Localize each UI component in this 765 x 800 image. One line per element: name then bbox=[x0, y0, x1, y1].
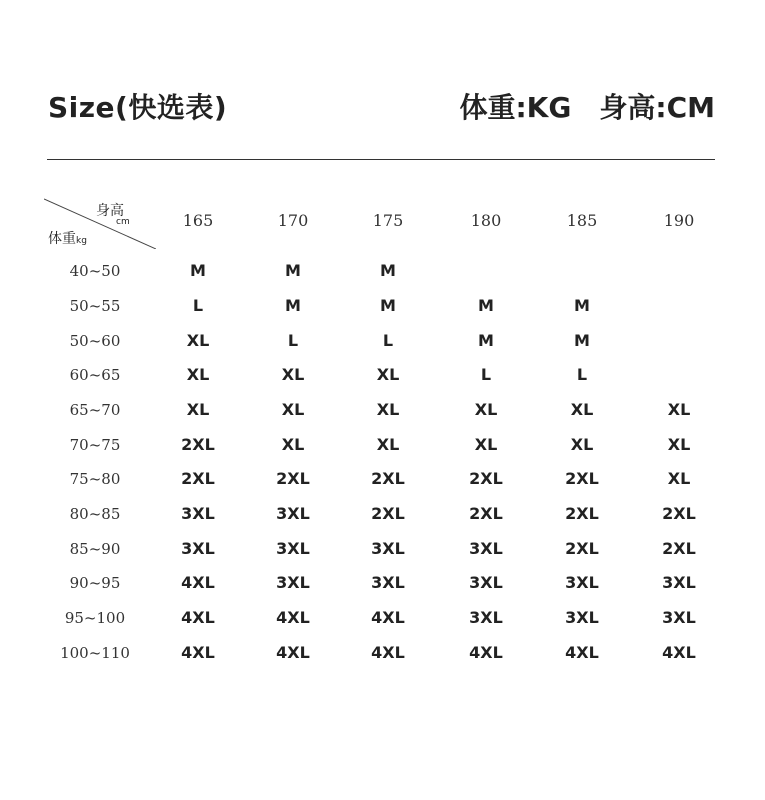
size-cell: 3XL bbox=[565, 608, 599, 627]
weight-row-header: 60~65 bbox=[69, 366, 121, 384]
size-cell: 4XL bbox=[469, 643, 503, 662]
size-cell: M bbox=[478, 331, 494, 350]
size-cell: 2XL bbox=[662, 539, 696, 558]
size-cell: 2XL bbox=[276, 469, 310, 488]
size-cell: 2XL bbox=[181, 435, 215, 454]
weight-row-header: 75~80 bbox=[69, 470, 121, 488]
size-cell: 2XL bbox=[565, 539, 599, 558]
height-column-header: 180 bbox=[470, 211, 502, 230]
size-cell: 3XL bbox=[469, 539, 503, 558]
size-cell: XL bbox=[281, 365, 305, 384]
corner-weight-label: 体重 bbox=[48, 231, 76, 247]
size-cell: XL bbox=[474, 400, 498, 419]
height-column-header: 175 bbox=[372, 211, 404, 230]
size-cell: 4XL bbox=[276, 643, 310, 662]
size-cell: 4XL bbox=[276, 608, 310, 627]
size-cell: XL bbox=[667, 400, 691, 419]
weight-row-header: 70~75 bbox=[69, 436, 121, 454]
size-cell: XL bbox=[474, 435, 498, 454]
weight-row-header: 85~90 bbox=[69, 540, 121, 558]
size-cell: M bbox=[478, 296, 494, 315]
weight-unit-label: 体重:KG bbox=[459, 91, 572, 124]
size-cell: 2XL bbox=[565, 469, 599, 488]
size-cell: XL bbox=[570, 400, 594, 419]
weight-row-header: 90~95 bbox=[69, 574, 121, 592]
size-cell: 4XL bbox=[371, 608, 405, 627]
size-cell: M bbox=[190, 261, 206, 280]
size-cell: XL bbox=[186, 400, 210, 419]
size-cell: 3XL bbox=[181, 539, 215, 558]
size-cell: 4XL bbox=[565, 643, 599, 662]
size-cell: L bbox=[480, 365, 492, 384]
weight-row-header: 50~55 bbox=[69, 297, 121, 315]
size-cell: 3XL bbox=[371, 539, 405, 558]
unit-legend bbox=[459, 86, 715, 126]
size-cell: XL bbox=[186, 365, 210, 384]
size-cell: XL bbox=[281, 435, 305, 454]
corner-height-label: 身高 bbox=[96, 203, 124, 219]
height-column-header: 190 bbox=[663, 211, 695, 230]
size-cell: M bbox=[574, 331, 590, 350]
size-cell: 4XL bbox=[371, 643, 405, 662]
size-cell: M bbox=[574, 296, 590, 315]
divider bbox=[47, 159, 715, 160]
size-cell: 4XL bbox=[662, 643, 696, 662]
weight-row-header: 80~85 bbox=[69, 505, 121, 523]
size-cell: 3XL bbox=[469, 573, 503, 592]
size-cell: 4XL bbox=[181, 608, 215, 627]
corner-weight-unit: kg bbox=[76, 236, 87, 246]
size-cell: L bbox=[287, 331, 299, 350]
weight-row-header: 100~110 bbox=[60, 644, 130, 662]
size-cell: XL bbox=[376, 400, 400, 419]
size-cell: XL bbox=[667, 469, 691, 488]
size-cell: M bbox=[380, 261, 396, 280]
size-cell: XL bbox=[376, 435, 400, 454]
size-cell: L bbox=[576, 365, 588, 384]
size-cell: XL bbox=[186, 331, 210, 350]
weight-row-header: 40~50 bbox=[69, 262, 121, 280]
size-cell: 3XL bbox=[276, 504, 310, 523]
size-cell: M bbox=[380, 296, 396, 315]
size-cell: 4XL bbox=[181, 643, 215, 662]
size-cell: 4XL bbox=[181, 573, 215, 592]
size-cell: XL bbox=[570, 435, 594, 454]
height-unit-label: 身高:CM bbox=[599, 91, 715, 124]
size-cell: 2XL bbox=[662, 504, 696, 523]
size-cell: 2XL bbox=[371, 469, 405, 488]
height-column-header: 170 bbox=[277, 211, 309, 230]
size-cell: 2XL bbox=[371, 504, 405, 523]
size-cell: XL bbox=[376, 365, 400, 384]
size-cell: M bbox=[285, 296, 301, 315]
size-cell: 3XL bbox=[276, 573, 310, 592]
weight-row-header: 95~100 bbox=[64, 609, 126, 627]
size-cell: XL bbox=[667, 435, 691, 454]
size-cell: XL bbox=[281, 400, 305, 419]
height-column-header: 185 bbox=[566, 211, 598, 230]
size-cell: 3XL bbox=[371, 573, 405, 592]
page-title: Size(快选表) bbox=[48, 91, 228, 124]
size-cell: 2XL bbox=[181, 469, 215, 488]
height-column-header: 165 bbox=[182, 211, 214, 230]
weight-row-header: 65~70 bbox=[69, 401, 121, 419]
size-cell: 3XL bbox=[565, 573, 599, 592]
size-cell: L bbox=[192, 296, 204, 315]
size-cell: 3XL bbox=[469, 608, 503, 627]
corner-weight-label-wrap bbox=[48, 228, 87, 248]
size-cell: 3XL bbox=[662, 573, 696, 592]
size-cell: M bbox=[285, 261, 301, 280]
weight-row-header: 50~60 bbox=[69, 332, 121, 350]
table-corner-header bbox=[44, 197, 156, 249]
size-cell: 3XL bbox=[276, 539, 310, 558]
size-cell: 2XL bbox=[469, 469, 503, 488]
size-cell: 3XL bbox=[181, 504, 215, 523]
size-cell: 2XL bbox=[565, 504, 599, 523]
corner-height-unit: cm bbox=[116, 217, 130, 227]
size-cell: 2XL bbox=[469, 504, 503, 523]
size-cell: L bbox=[382, 331, 394, 350]
size-cell: 3XL bbox=[662, 608, 696, 627]
